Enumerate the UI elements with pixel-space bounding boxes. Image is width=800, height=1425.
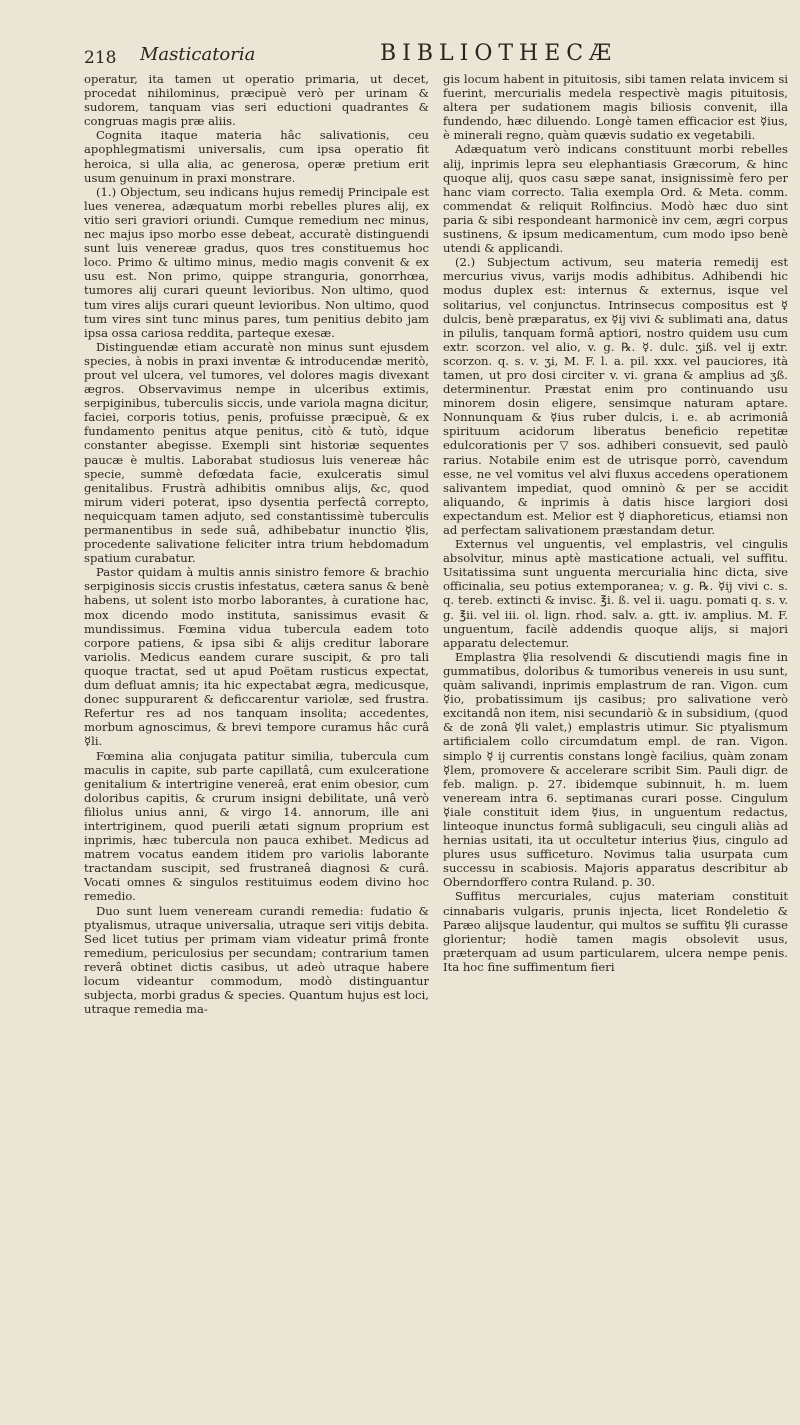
paragraph: Distinguendæ etiam accuratè non minus sunt ejusdem species, à nobis in praxi inventæ & introducendæ meritò, prout vel ulcera, vel tumores, vel dolores magis divexant ægros. Observavimus nempe in ulceribus extimis, serpiginibus, tuberculis siccis, unde variola magna dicitur, faciei, corporis totius, penis, profuisse præcipuè, & ex fundamento penitus atque penitus, citò & tutò, idque constanter abegisse. Exempli sint historiæ sequentes paucæ è multis. Laborabat studiosus luis venereæ hâc specie, summè defœdata facie, exulceratis simul genitalibus. Frustrà adhibitis omnibus alijs, &c, quod mirum videri poterat, ipso dysentia perfectâ correpto, nequicquam tamen adjuto, sed constantissimè tuberculis permanentibus in sede suâ, adhibebatur inunctio ☿lis, procedente salivatione feliciter intra trium hebdomadum spatium curabatur. — [84, 339, 429, 566]
paragraph: Adæquatum verò indicans constituunt morbi rebelles alij, inprimis lepra seu elephantiasis Græcorum, & hinc quoque alij, quos casu sæpe sanat, insignissimè fero per hanc viam correcto. Talia exempla Ord. & Meta. comm. commendat & reliquit Rolfincius. Modò hæc duo sint paria & sibi respondeant harmonicè inv cem, ægri corpus sustinens, & ipsum medicamentum, cum modo ipso benè utendi & applicandi. — [443, 142, 788, 256]
paragraph: Externus vel unguentis, vel emplastris, vel cingulis absolvitur, minus aptè masticatione actuali, vel suffitu. Usitatissima sunt unguenta mercurialia hinc dicta, sive officinalia, seu potius extemporanea; v. g. ℞. ☿ij vivi c. s. q. tereb. extincti & invisc. ℥i. ß. vel ii. uagu. pomati q. s. v. g. ℥ii. vel iii. ol. lign. rhod. salv. a. gtt. iv. amplius. M. F. unguentum, facilè addendis quoque alijs, si majori apparatu delectemur. — [443, 537, 788, 650]
paragraph: Duo sunt luem veneream curandi remedia: fudatio & ptyalismus, utraque universalia, utraque seri vitijs debita. Sed licet tutius per primam viam videatur primâ fronte remedium, periculosius per secundam; contrarium tamen reverâ obtinet dictis casibus, ut adeò utraque habere locum videantur commodum, modò distinguantur subjecta, morbi gradus & species. Quantum hujus est loci, utraque remedia ma- — [84, 903, 429, 1017]
right-column — [443, 72, 788, 1401]
paragraph: gis locum habent in pituitosis, sibi tamen relata invicem si fuerint, mercurialis medela respectivè magis pituitosis, altera per sudationem magis biliosis convenit, illa fundendo, hæc diluendo. Longè tamen efficacior est ☿ius, è minerali regno, quàm quævis sudatio ex vegetabili. — [443, 72, 788, 143]
running-title: BIBLIOTHECÆ — [380, 41, 618, 66]
paragraph: Pastor quidam à multis annis sinistro femore & brachio serpiginosis siccis crustis infestatus, cætera sanus & benè habens, ut solent isto morbo laborantes, à curatione hac, mox dicendo modo instituta, sanissimus evasit & mundissimus. Fœmina vidua tubercula eadem toto corpore patiens, & ipsa sibi & alijs creditur laborare variolis. Medicus eandem curare suscipit, & pro tali quoque tractat, sed ut apud Poëtam rusticus expectat, dum defluat amnis; ita hic expectabat ægra, medicusque, donec suppurarent & deficcarentur variolæ, sed frustra. Refertur res ad nos tanquam insolita; accedentes, morbum agnoscimus, & brevi tempore curamus hâc curâ ☿li. — [84, 565, 429, 749]
paragraph: Emplastra ☿lia resolvendi & discutiendi magis fine in gummatibus, doloribus & tumoribus venereis in usu sunt, quàm salivandi, inprimis emplastrum de ran. Vigon. cum ☿io, probatissimum ijs casibus; pro salivatione verò excitandâ non item, nisi secundariò & in subsidium, (quod & de zonâ ☿li valet,) emplastris utimur. Sic ptyalismum artificialem collo circumdatum empl. de ran. Vigon. simplo ☿ ij currentis constans longè facilius, quàm zonam ☿lem, promovere & accelerare scribit Sim. Pauli digr. de feb. malign. p. 27. ibidemque subinnuit, h. m. luem veneream intra 6. septimanas curari posse. Cingulum ☿iale constituit idem ☿ius, in unguentum redactus, linteoque inunctus formâ subligaculi, seu cinguli aliàs ad hernias usitati, ita ut occultetur interius ☿ius, cingulo ad plures usus sufficeturo. Novimus talia usurpata cum successu in scabiosis. Majoris apparatus describitur ab Oberndorffero contra Ruland. p. 30. — [443, 649, 788, 890]
paragraph: operatur, ita tamen ut operatio primaria, ut decet, procedat nihilominus, præcipuè verò per urinam & sudorem, tanquam vias seri eductioni quadrantes & congruas magis præ aliis. — [84, 72, 429, 129]
paragraph: Cognita itaque materia hâc salivationis, ceu apophlegmatismi universalis, cum ipsa operatio fit heroica, si ulla alia, ac generosa, operæ pretium erit usum genuinum in praxi monstrare. — [84, 128, 429, 185]
paragraph: (2.) Subjectum activum, seu materia remedij est mercurius vivus, varijs modis adhibitus. Adhibendi hic modus duplex est: internus & externus, isque vel solitarius, vel conjunctus. Intrinsecus compositus est ☿ dulcis, benè præparatus, ex ☿ij vivi & sublimati ana, datus in pilulis, tanquam formâ aptiori, nostro quidem usu cum extr. scorzon. vel alio, v. g. ℞. ☿. dulc. ʒiß. vel ij extr. scorzon. q. s. v. ʒi, M. F. l. a. pil. xxx. vel pauciores, ità tamen, ut pro dosi circiter v. vi. grana & amplius ad ʒß. determinentur. Præstat enim pro continuando usu minorem dosin eligere, sensimque naturam aptare. Nonnunquam & ☿ius ruber dulcis, i. e. ab acrimoniâ spirituum acidorum liberatus beneficio repetitæ edulcorationis per ▽ sos. adhiberi consuevit, sed paulò rarius. Notabile enim est de utrisque porrò, cavendum esse, ne vel vomitus vel alvi fluxus accedens operationem salivantem impediat, quod omninò & per se accidit aliquando, & inprimis à datis hisce largiori dosi expectandum est. Melior est ☿ diaphoreticus, etiamsi non ad perfectam salivationem præstandam detur. — [443, 255, 788, 537]
section-title: Masticatoria — [140, 44, 256, 65]
page-number: 218 — [84, 48, 117, 68]
paragraph: (1.) Objectum, seu indicans hujus remedij Principale est lues venerea, adæquatum morbi rebelles plures alij, ex vitio seri graviori oriundi. Cumque remedium nec minus, nec majus ipso morbo esse debeat, accuratè distinguendi sunt luis venereæ gradus, quos tres constituemus hoc loco. Primo & ultimo minus, medio magis convenit & ex usu est. Non primo, quippe stranguria, gonorrhœa, tumores alij curari queunt levioribus. Non ultimo, quod tum vires alijs curari queunt levioribus. Non ultimo, quod tum vires sint tunc minus pares, tum penitius debito jam ipsa ossa cariosa reddita, parteque exesæ. — [84, 184, 429, 340]
page-header — [84, 41, 788, 70]
paragraph: Suffitus mercuriales, cujus materiam constituit cinnabaris vulgaris, prunis injecta, licet Rondeletio & Paræo alijsque laudentur, qui multos se suffitu ☿li curasse glorientur; hodiè tamen magis obsolevit usus, præterquam ad usum particularem, ulcera nempe penis. Ita hoc fine suffimentum fieri — [443, 889, 788, 974]
left-column — [84, 72, 429, 1401]
text-columns — [84, 72, 788, 1401]
paragraph: Fœmina alia conjugata patitur similia, tubercula cum maculis in capite, sub parte capillatâ, cum exulceratione genitalium & intertrigine venereâ, erat enim obesior, cum doloribus capitis, & crurum insigni debilitate, unâ verò filiolus unius anni, & virgo 14. annorum, ille ani intertriginem, quod puerili ætati signum proprium est inprimis, hæc tubercula non pauca exhibet. Medicus ad matrem vocatus eandem itidem pro variolis laborante tractandam suscipit, sed frustraneâ diagnosi & curâ. Vocati omnes & singulos restituimus eodem divino hoc remedio. — [84, 748, 429, 904]
